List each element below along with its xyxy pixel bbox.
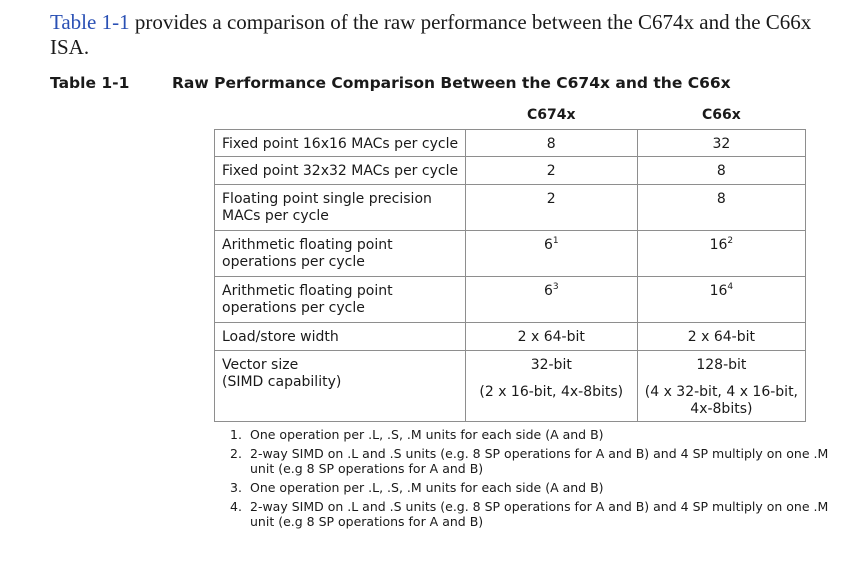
intro-text: provides a comparison of the raw performance between the C674x and the C66x ISA. — [50, 10, 812, 59]
footnote-ref: 3 — [552, 282, 559, 292]
footnote-text: One operation per .L, .S, .M units for each side (A and B) — [250, 480, 604, 495]
row-c674x-value — [465, 231, 637, 277]
row-c66x-value — [637, 277, 805, 323]
row-c66x-value: 32 — [637, 130, 805, 157]
row-c674x-value: 2 — [465, 157, 637, 185]
table-row — [215, 351, 806, 422]
row-parameter: Arithmetic floating point operations per cycle — [215, 277, 466, 323]
table-header-row — [215, 101, 806, 130]
row-parameter: Fixed point 32x32 MACs per cycle — [215, 157, 466, 185]
table-caption — [50, 74, 830, 92]
c66x-value-text: 16 — [709, 237, 728, 253]
c66x-value-text: 128-bit — [696, 357, 747, 373]
footnote-number: 2. — [230, 446, 242, 461]
row-c674x-value — [465, 351, 637, 422]
table-row — [215, 323, 806, 351]
row-c674x-value — [465, 277, 637, 323]
row-c674x-value: 2 x 64-bit — [465, 323, 637, 351]
row-c66x-value — [637, 351, 805, 422]
row-c66x-value: 2 x 64-bit — [637, 323, 805, 351]
c66x-value-text: 16 — [709, 283, 728, 299]
row-parameter: Fixed point 16x16 MACs per cycle — [215, 130, 466, 157]
row-c674x-value: 2 — [465, 185, 637, 231]
table-row — [215, 130, 806, 157]
table-row — [215, 231, 806, 277]
footnote-item — [230, 446, 830, 476]
footnote-ref: 2 — [727, 236, 734, 246]
param-line-2: (SIMD capability) — [222, 374, 342, 390]
footnote-text: One operation per .L, .S, .M units for each side (A and B) — [250, 427, 604, 442]
performance-table — [214, 101, 806, 422]
c66x-sub-text: (4 x 32-bit, 4 x 16-bit, 4x-8bits) — [644, 384, 799, 417]
c674x-value-text: 32-bit — [530, 357, 572, 373]
row-c674x-value: 8 — [465, 130, 637, 157]
row-parameter: Floating point single precision MACs per cycle — [215, 185, 466, 231]
row-c66x-value — [637, 231, 805, 277]
footnote-text: 2-way SIMD on .L and .S units (e.g. 8 SP operations for A and B) and 4 SP multiply on one .M unit (e.g 8 SP operations for A and B) — [250, 499, 829, 529]
c674x-value-text: 6 — [543, 237, 553, 253]
header-parameter — [215, 101, 466, 130]
table-footnotes — [230, 427, 830, 533]
footnote-ref: 4 — [727, 282, 734, 292]
row-parameter: Load/store width — [215, 323, 466, 351]
table-number: Table 1-1 — [50, 74, 130, 92]
c674x-sub-text: (2 x 16-bit, 4x-8bits) — [479, 384, 624, 400]
footnote-item — [230, 499, 830, 529]
row-parameter — [215, 351, 466, 422]
table-title: Raw Performance Comparison Between the C674x and the C66x — [172, 74, 731, 92]
footnote-item — [230, 427, 830, 442]
header-c674x: C674x — [465, 101, 637, 130]
row-c66x-value: 8 — [637, 185, 805, 231]
row-parameter: Arithmetic floating point operations per cycle — [215, 231, 466, 277]
footnote-number: 1. — [230, 427, 242, 442]
footnote-text: 2-way SIMD on .L and .S units (e.g. 8 SP operations for A and B) and 4 SP multiply on one .M unit (e.g 8 SP operations for A and B) — [250, 446, 829, 476]
footnote-number: 4. — [230, 499, 242, 514]
table-row — [215, 185, 806, 231]
table-reference-link[interactable]: Table 1-1 — [50, 10, 130, 34]
row-c66x-value: 8 — [637, 157, 805, 185]
table-row — [215, 277, 806, 323]
header-c66x: C66x — [637, 101, 805, 130]
c674x-value-text: 6 — [543, 283, 553, 299]
param-line-1: Vector size — [222, 357, 299, 373]
footnote-number: 3. — [230, 480, 242, 495]
intro-paragraph — [50, 10, 840, 60]
table-row — [215, 157, 806, 185]
footnote-ref: 1 — [552, 236, 559, 246]
footnote-item — [230, 480, 830, 495]
